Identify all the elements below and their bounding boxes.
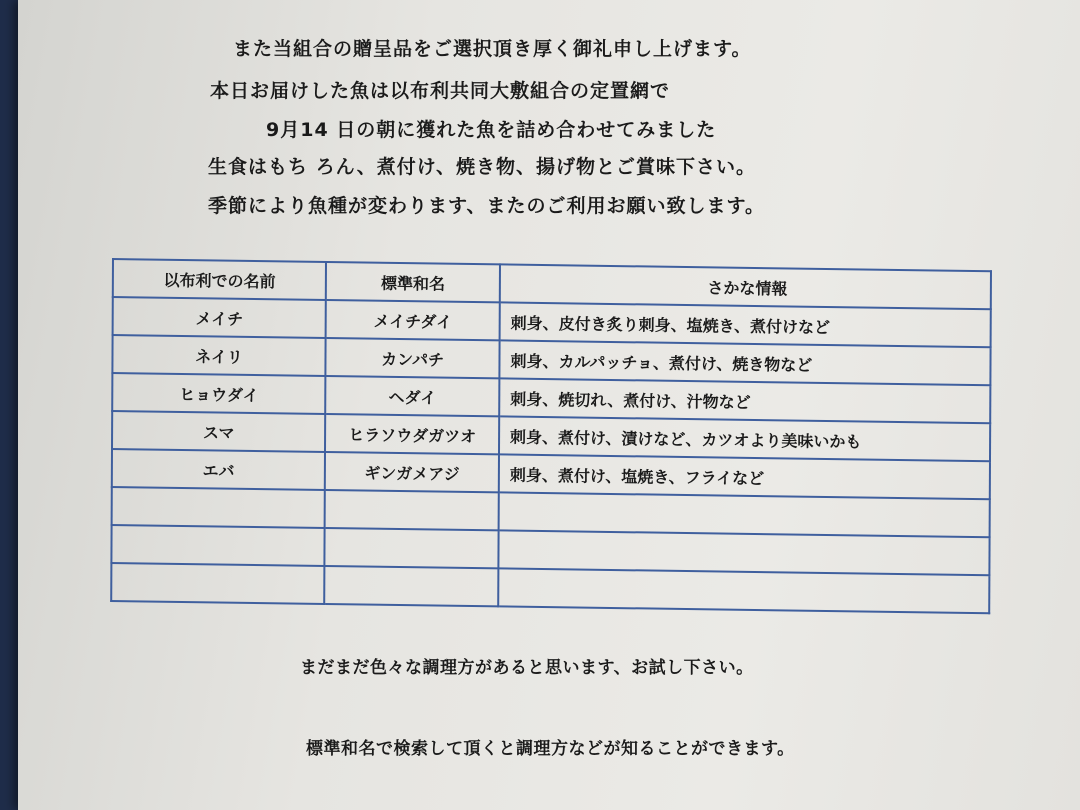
intro-line-4: 生食はもち ろん、煮付け、焼き物、揚げ物とご賞味下さい。 bbox=[208, 156, 756, 178]
standard-name-cell: ヒラソウダガツオ bbox=[325, 414, 499, 454]
note-line-1: まだまだ色々な調理方があると思います、お試し下さい。 bbox=[300, 658, 754, 678]
note-line-2: 標準和名で検索して頂くと調理方などが知ることができます。 bbox=[306, 739, 795, 759]
fish-info-cell: 刺身、皮付き炙り刺身、塩焼き、煮付けなど bbox=[500, 302, 991, 347]
standard-name-cell bbox=[324, 566, 498, 606]
intro-line-5: 季節により魚種が変わります、またのご利用お願い致します。 bbox=[208, 195, 765, 217]
standard-name-cell: ヘダイ bbox=[325, 376, 499, 416]
fish-table bbox=[110, 258, 992, 614]
local-name-cell: スマ bbox=[112, 411, 325, 452]
local-name-cell: メイチ bbox=[113, 297, 326, 338]
intro-line-2: 本日お届けした魚は以布利共同大敷組合の定置網で bbox=[210, 80, 671, 102]
local-name-cell: ネイリ bbox=[112, 335, 325, 376]
fish-info-cell: 刺身、煮付け、漬けなど、カツオより美味いかも bbox=[499, 416, 990, 461]
fish-info-cell bbox=[498, 568, 989, 613]
standard-name-cell: ギンガメアジ bbox=[325, 452, 499, 492]
fish-info-cell: 刺身、カルパッチョ、煮付け、焼き物など bbox=[499, 340, 990, 385]
header-standard-name: 標準和名 bbox=[326, 262, 500, 302]
standard-name-cell bbox=[325, 528, 499, 568]
header-local-name: 以布利での名前 bbox=[113, 259, 326, 300]
local-name-cell bbox=[112, 487, 325, 528]
standard-name-cell: カンパチ bbox=[326, 338, 500, 378]
paper-sheet bbox=[18, 0, 1080, 810]
local-name-cell bbox=[111, 563, 324, 604]
local-name-cell: エバ bbox=[112, 449, 325, 490]
fish-info-cell: 刺身、煮付け、塩焼き、フライなど bbox=[499, 454, 990, 499]
intro-line-1: また当組合の贈呈品をご選択頂き厚く御礼申し上げます。 bbox=[233, 38, 752, 60]
header-fish-info: さかな情報 bbox=[500, 264, 991, 309]
fish-table-wrapper bbox=[110, 258, 992, 614]
standard-name-cell bbox=[325, 490, 499, 530]
standard-name-cell: メイチダイ bbox=[326, 300, 500, 340]
intro-line-3: 9月14 日の朝に獲れた魚を詰め合わせてみました bbox=[266, 119, 717, 141]
local-name-cell: ヒョウダイ bbox=[112, 373, 325, 414]
local-name-cell bbox=[111, 525, 324, 566]
fish-info-cell: 刺身、焼切れ、煮付け、汁物など bbox=[499, 378, 990, 423]
